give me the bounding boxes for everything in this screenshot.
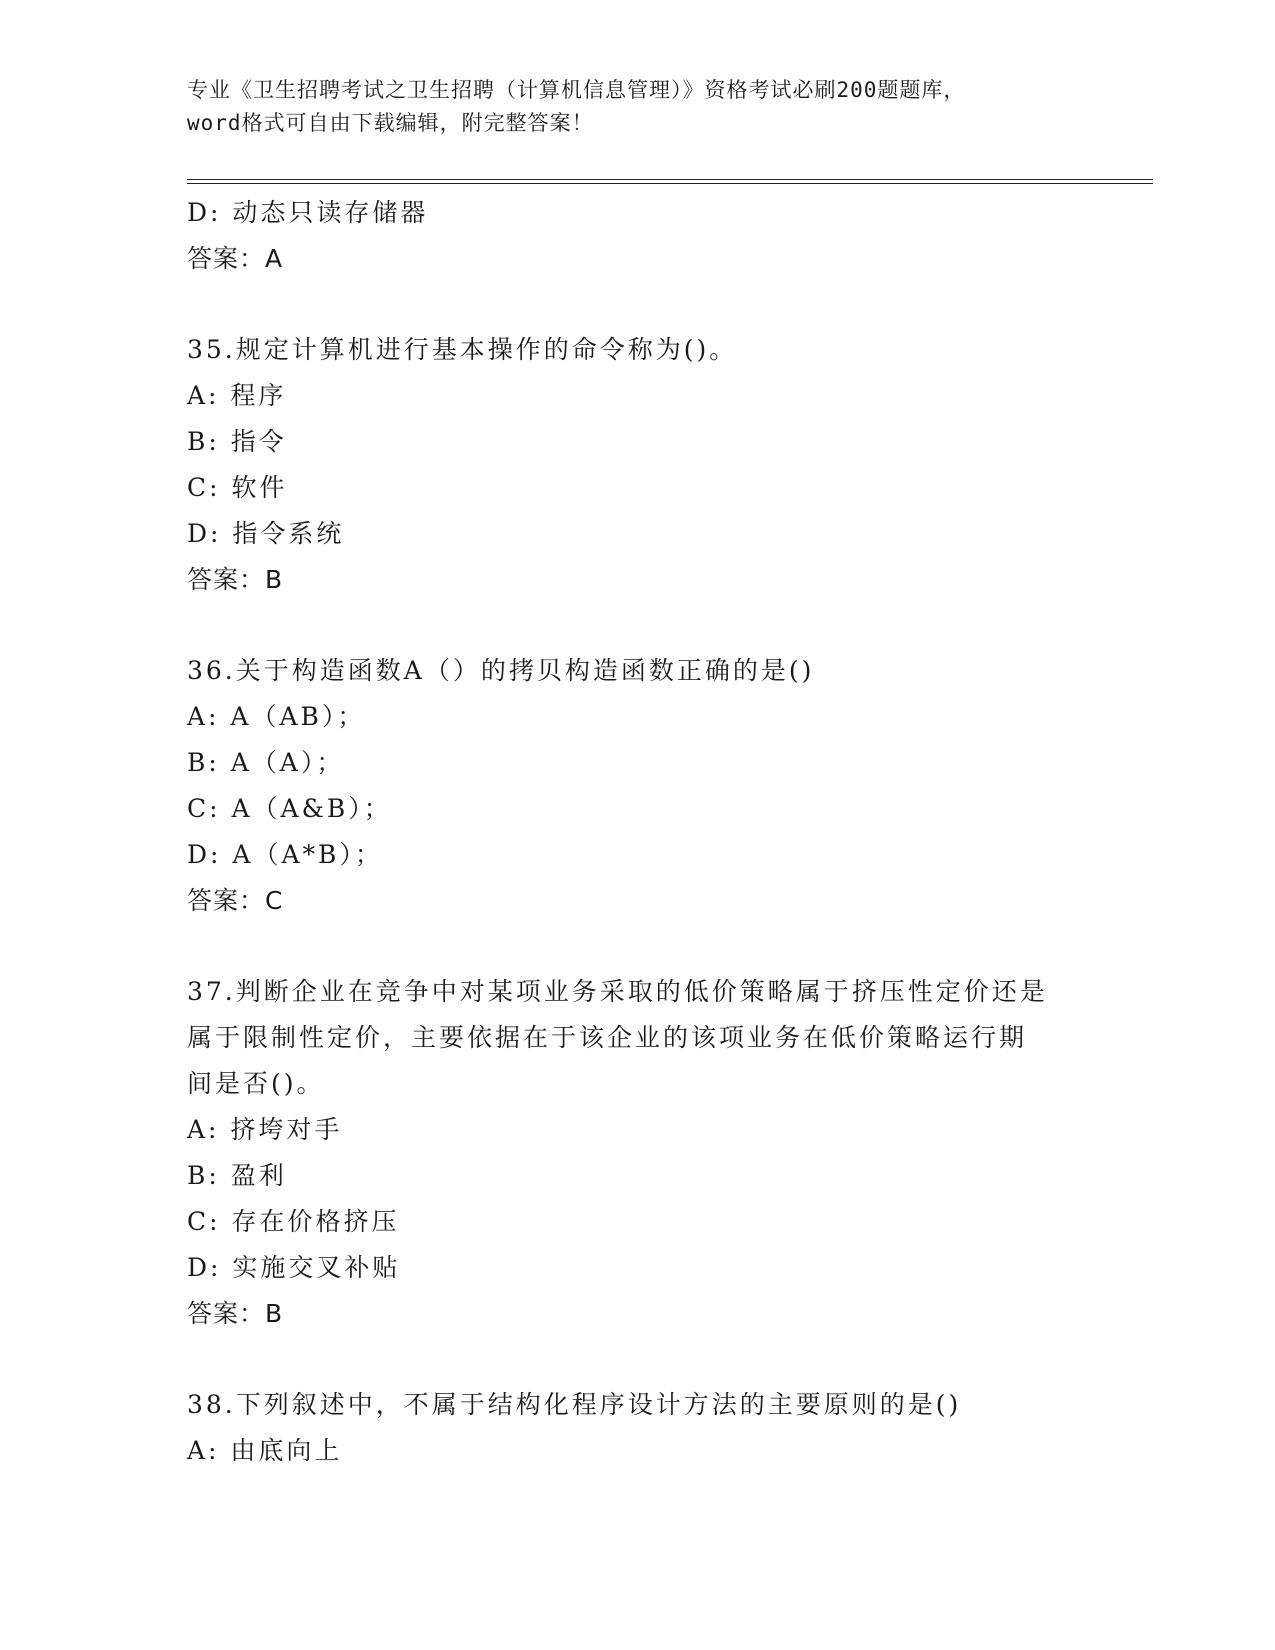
option-a: A: 由底向上 [187,1436,343,1465]
question-35 [187,327,1107,603]
previous-question-tail [187,190,1107,282]
answer-line: 答案：C [187,886,284,915]
document-header [187,74,1087,140]
option-c: C: A（A&B）； [187,794,392,823]
option-b: B: A（A）； [187,748,345,777]
question-text-line-3: 间是否()。 [187,1069,325,1098]
option-c: C: 软件 [187,473,288,502]
option-a: A: 程序 [187,381,287,410]
question-text: 36.关于构造函数A（）的拷贝构造函数正确的是() [187,656,815,685]
option-a: A: 挤垮对手 [187,1115,343,1144]
answer-line: 答案：B [187,565,284,594]
header-divider-top [187,179,1153,180]
option-d: D: 指令系统 [187,519,345,548]
question-text: 38.下列叙述中，不属于结构化程序设计方法的主要原则的是() [187,1390,962,1419]
header-title-line-1: 专业《卫生招聘考试之卫生招聘（计算机信息管理）》资格考试必刷200题题库， [187,78,966,102]
question-text-line-1: 37.判断企业在竞争中对某项业务采取的低价策略属于挤压性定价还是 [187,977,1048,1006]
option-d: D: 动态只读存储器 [187,198,429,227]
option-b: B: 盈利 [187,1161,287,1190]
question-list [187,190,1107,1474]
option-d: D: A（A*B）； [187,840,383,869]
question-text-line-2: 属于限制性定价，主要依据在于该企业的该项业务在低价策略运行期 [187,1023,1028,1052]
question-38 [187,1382,1107,1474]
answer-line: 答案：A [187,244,284,273]
question-text: 35.规定计算机进行基本操作的命令称为()。 [187,335,738,364]
question-37 [187,969,1107,1337]
option-a: A: A（AB）； [187,702,366,731]
answer-line: 答案：B [187,1299,284,1328]
option-b: B: 指令 [187,427,287,456]
header-title-line-2: word格式可自由下载编辑，附完整答案！ [187,111,594,135]
option-c: C: 存在价格挤压 [187,1207,400,1236]
question-36 [187,648,1107,924]
option-d: D: 实施交叉补贴 [187,1253,401,1282]
header-divider-bottom [187,183,1153,184]
